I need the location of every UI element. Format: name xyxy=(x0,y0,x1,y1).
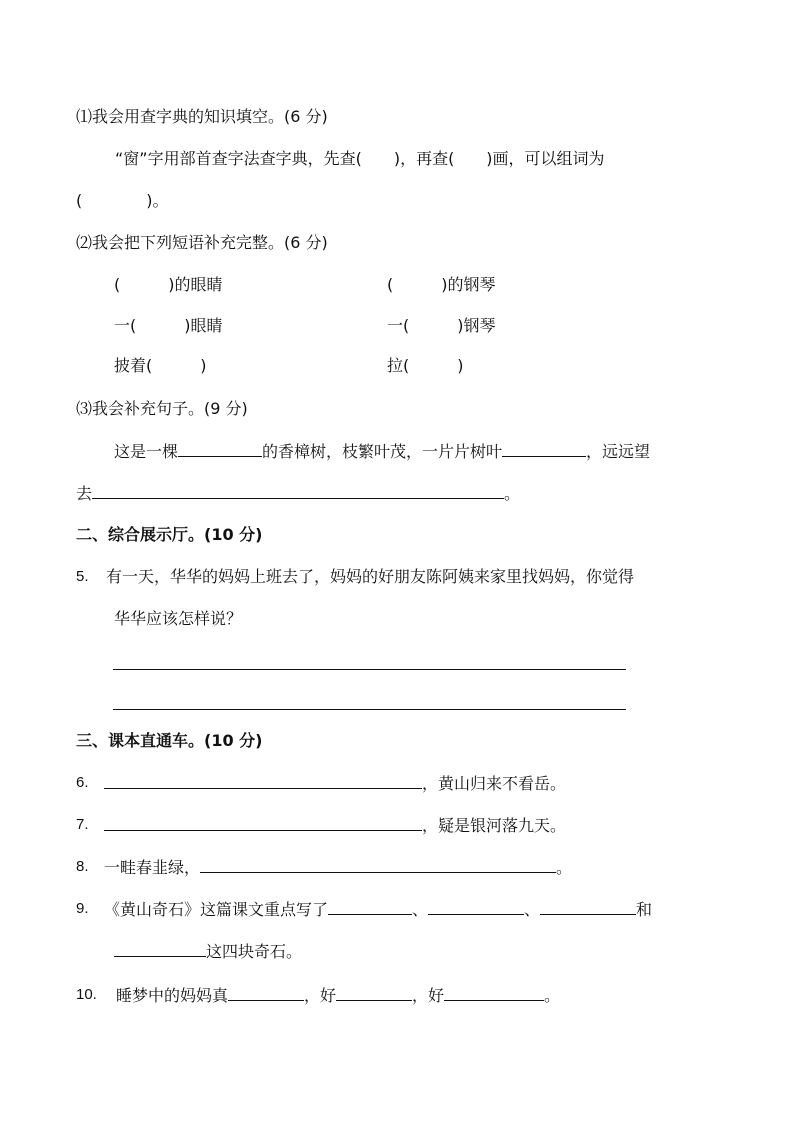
q9-blank-1[interactable] xyxy=(328,898,412,915)
q8-blank[interactable] xyxy=(200,856,556,873)
q9-blank-4[interactable] xyxy=(114,940,206,957)
q2-title: ⑵我会把下列短语补充完整。(6 分) xyxy=(76,233,328,252)
q3-text-5: 。 xyxy=(504,484,521,503)
q5-line2: 华华应该怎样说？ xyxy=(114,609,243,628)
q9-sep-1: 、 xyxy=(412,900,429,919)
q2-right-2: 一( )钢琴 xyxy=(387,316,496,335)
q6-blank[interactable] xyxy=(104,772,422,789)
q9-line2 xyxy=(114,940,302,963)
q3-title: ⑶我会补充句子。(9 分) xyxy=(76,399,248,418)
q10-text-1: 睡梦中的妈妈真 xyxy=(116,986,229,1005)
q6-text: ，黄山归来不看岳。 xyxy=(422,774,567,793)
q9-and: 和 xyxy=(636,900,653,919)
q8-number: 8. xyxy=(76,858,89,875)
q10-sep-2: ，好 xyxy=(412,986,445,1005)
q10-number: 10. xyxy=(76,986,97,1003)
q8-text-1: 一畦春韭绿， xyxy=(104,858,201,877)
q3-line2 xyxy=(76,482,520,505)
section-2-title: 二、综合展示厅。(10 分) xyxy=(76,525,263,544)
q9-blank-2[interactable] xyxy=(428,898,524,915)
q5-answer-line-1[interactable] xyxy=(113,669,626,670)
q7-blank[interactable] xyxy=(104,814,422,831)
q9-text-1: 《黄山奇石》这篇课文重点写了 xyxy=(104,900,329,919)
q2-right-1: ( )的钢琴 xyxy=(387,275,496,294)
q10-blank-2[interactable] xyxy=(336,984,412,1001)
q1-title: ⑴我会用查字典的知识填空。(6 分) xyxy=(76,107,328,126)
q6-line xyxy=(104,772,566,795)
q2-right-3: 拉( ) xyxy=(387,356,464,375)
q7-text: ，疑是银河落九天。 xyxy=(422,816,567,835)
q1-line2: ( )。 xyxy=(76,191,169,210)
q6-number: 6. xyxy=(76,774,89,791)
q2-left-3: 披着( ) xyxy=(114,356,207,375)
q9-text-2: 这四块奇石。 xyxy=(206,942,303,961)
q1-line1: “窗”字用部首查字法查字典，先查( )，再查( )画，可以组词为 xyxy=(115,149,605,168)
q10-blank-3[interactable] xyxy=(444,984,544,1001)
q9-number: 9. xyxy=(76,900,89,917)
q10-end: 。 xyxy=(544,986,561,1005)
q10-sep-1: ，好 xyxy=(304,986,337,1005)
q8-text-2: 。 xyxy=(556,858,573,877)
q10-blank-1[interactable] xyxy=(228,984,304,1001)
q7-line xyxy=(104,814,566,837)
q3-text-2: 的香樟树，枝繁叶茂，一片片树叶 xyxy=(262,442,503,461)
q9-blank-3[interactable] xyxy=(540,898,636,915)
q7-number: 7. xyxy=(76,816,89,833)
q3-blank-3[interactable] xyxy=(92,482,504,499)
q9-sep-2: 、 xyxy=(524,900,541,919)
q9-line1 xyxy=(104,898,652,921)
q5-number: 5. xyxy=(76,568,89,585)
q3-text-3: ，远远望 xyxy=(586,442,651,461)
q2-left-2: 一( )眼睛 xyxy=(114,316,223,335)
section-3-title: 三、课本直通车。(10 分) xyxy=(76,731,263,750)
q3-text-1: 这是一棵 xyxy=(114,442,179,461)
q3-blank-1[interactable] xyxy=(178,440,262,457)
q2-left-1: ( )的眼睛 xyxy=(114,275,223,294)
q3-text-4: 去 xyxy=(76,484,93,503)
q3-line1 xyxy=(114,440,650,463)
q8-line xyxy=(104,856,572,879)
q3-blank-2[interactable] xyxy=(502,440,586,457)
q10-line xyxy=(116,984,560,1007)
q5-answer-line-2[interactable] xyxy=(113,709,626,710)
q5-line1: 有一天，华华的妈妈上班去了，妈妈的好朋友陈阿姨来家里找妈妈，你觉得 xyxy=(106,567,635,586)
